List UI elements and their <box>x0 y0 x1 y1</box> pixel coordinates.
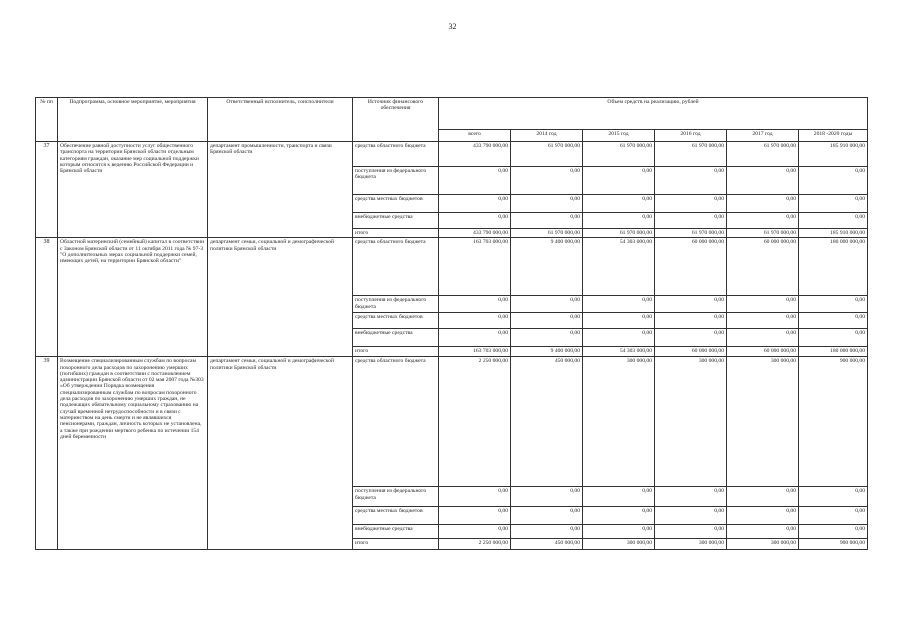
executor: департамент промышленности, транспорта и связи Брянской области <box>208 142 353 238</box>
source-label: внебюджетные средства <box>353 329 439 347</box>
value-total: 0,00 <box>439 507 511 525</box>
value-2017: 0,00 <box>727 195 799 213</box>
value-2015: 61 970 000,00 <box>583 229 655 238</box>
value-2014: 0,00 <box>511 313 583 329</box>
program-description: Обеспечение равной доступности услуг общественного транспорта на территории Брянской области отдельным категориям граждан, оказание мер социальной поддержки которым относится к ведению Российской Федерации и Брянской области <box>58 142 208 238</box>
value-2015: 0,00 <box>583 213 655 229</box>
value-2015: 0,00 <box>583 525 655 539</box>
header-col-program: Подпрограмма, основное мероприятие, мероприятия <box>58 98 208 142</box>
value-2016: 0,00 <box>655 329 727 347</box>
table-row <box>36 357 868 487</box>
value-total: 433 790 000,00 <box>439 229 511 238</box>
value-2017: 0,00 <box>727 507 799 525</box>
value-2018-2020: 0,00 <box>799 329 868 347</box>
value-2018-2020: 0,00 <box>799 487 868 507</box>
value-2014: 0,00 <box>511 525 583 539</box>
value-2014: 0,00 <box>511 167 583 195</box>
value-total: 0,00 <box>439 296 511 313</box>
value-2015: 0,00 <box>583 313 655 329</box>
header-col-volume: Объем средств на реализацию, рублей <box>439 98 868 130</box>
value-2015: 0,00 <box>583 296 655 313</box>
value-2017: 300 000,00 <box>727 357 799 487</box>
value-2015: 0,00 <box>583 507 655 525</box>
value-2017: 61 970 000,00 <box>727 229 799 238</box>
header-col-source: Источник финансового обеспечения <box>353 98 439 142</box>
row-number: 39 <box>36 357 58 550</box>
value-total: 0,00 <box>439 487 511 507</box>
value-2018-2020: 900 000,00 <box>799 539 868 550</box>
value-2014: 61 970 000,00 <box>511 142 583 167</box>
value-2015: 0,00 <box>583 195 655 213</box>
value-2015: 0,00 <box>583 329 655 347</box>
value-2016: 300 000,00 <box>655 357 727 487</box>
value-2016: 0,00 <box>655 487 727 507</box>
value-2016: 60 000 000,00 <box>655 347 727 357</box>
value-2017: 60 000 000,00 <box>727 238 799 296</box>
value-2016: 0,00 <box>655 525 727 539</box>
value-2018-2020: 0,00 <box>799 213 868 229</box>
source-label: итого <box>353 347 439 357</box>
value-2016: 0,00 <box>655 507 727 525</box>
program-description: Областной материнский (семейный) капитал в соответствии с Законом Брянской области от 11 октября 2011 года № 97-З "О дополнительных мерах социальной поддержки семей, имеющих детей, на территории Брянской области" <box>58 238 208 357</box>
value-total: 433 790 000,00 <box>439 142 511 167</box>
value-2015: 300 000,00 <box>583 539 655 550</box>
source-label: итого <box>353 229 439 238</box>
value-2017: 0,00 <box>727 313 799 329</box>
table-header <box>36 98 868 142</box>
value-2014: 0,00 <box>511 213 583 229</box>
value-total: 163 703 000,00 <box>439 238 511 296</box>
executor: департамент семьи, социальной и демографической политики Брянской области <box>208 238 353 357</box>
program-description: Возмещение специализированным службам по вопросам похоронного дела расходов по захоронению умерших (погибших) граждан в соответствии с постановлением администрации Брянской области от 02 мая 2007 года №303 «Об утверждении Порядка возмещения специализированным службам по вопросам похоронного дела расходов по захоронению умерших граждан, не подлежащих обязательному социальному страхованию на случай временной нетрудоспособности и в связи с материнством на день смерти и не являвшихся пенсионерами, граждан, личность которых не установлена, а также при рождении мертвого ребенка по истечении 154 дней беременности <box>58 357 208 550</box>
value-2014: 450 000,00 <box>511 539 583 550</box>
value-2017: 0,00 <box>727 296 799 313</box>
row-number: 37 <box>36 142 58 238</box>
value-2014: 0,00 <box>511 195 583 213</box>
source-label: внебюджетные средства <box>353 213 439 229</box>
source-label: средства областного бюджета <box>353 142 439 167</box>
value-2016: 0,00 <box>655 296 727 313</box>
source-label: поступления из федерального бюджета <box>353 296 439 313</box>
value-2018-2020: 180 000 000,00 <box>799 238 868 296</box>
value-total: 0,00 <box>439 525 511 539</box>
value-2018-2020: 0,00 <box>799 525 868 539</box>
value-2017: 300 000,00 <box>727 539 799 550</box>
value-2018-2020: 185 910 000,00 <box>799 229 868 238</box>
source-label: средства областного бюджета <box>353 357 439 487</box>
source-label: средства местных бюджетов <box>353 507 439 525</box>
value-2017: 0,00 <box>727 329 799 347</box>
value-2015: 300 000,00 <box>583 357 655 487</box>
value-2015: 54 303 000,00 <box>583 238 655 296</box>
value-2015: 0,00 <box>583 167 655 195</box>
value-2018-2020: 0,00 <box>799 195 868 213</box>
value-2017: 61 970 000,00 <box>727 142 799 167</box>
value-2014: 9 400 000,00 <box>511 347 583 357</box>
header-col-executor: Ответственный исполнитель, соисполнители <box>208 98 353 142</box>
value-2015: 54 303 000,00 <box>583 347 655 357</box>
header-year-2015: 2015 год <box>583 130 655 142</box>
value-2015: 0,00 <box>583 487 655 507</box>
value-2016: 300 000,00 <box>655 539 727 550</box>
value-2014: 0,00 <box>511 296 583 313</box>
header-year-2016: 2016 год <box>655 130 727 142</box>
value-2018-2020: 0,00 <box>799 313 868 329</box>
row-number: 38 <box>36 238 58 357</box>
value-total: 2 250 000,00 <box>439 539 511 550</box>
header-year-2018-2020: 2018 -2020 годы <box>799 130 868 142</box>
value-total: 163 703 000,00 <box>439 347 511 357</box>
value-2017: 0,00 <box>727 213 799 229</box>
source-label: поступления из федерального бюджета <box>353 167 439 195</box>
value-2018-2020: 0,00 <box>799 167 868 195</box>
value-2016: 0,00 <box>655 195 727 213</box>
value-2018-2020: 0,00 <box>799 507 868 525</box>
value-total: 2 250 000,00 <box>439 357 511 487</box>
table-row <box>36 142 868 167</box>
value-2017: 0,00 <box>727 167 799 195</box>
value-total: 0,00 <box>439 313 511 329</box>
value-2014: 9 400 000,00 <box>511 238 583 296</box>
table-row <box>36 238 868 296</box>
value-2016: 61 970 000,00 <box>655 142 727 167</box>
value-2014: 0,00 <box>511 487 583 507</box>
value-2016: 0,00 <box>655 213 727 229</box>
value-2016: 0,00 <box>655 167 727 195</box>
value-total: 0,00 <box>439 167 511 195</box>
value-2017: 0,00 <box>727 525 799 539</box>
value-2014: 61 970 000,00 <box>511 229 583 238</box>
value-2018-2020: 180 000 000,00 <box>799 347 868 357</box>
value-total: 0,00 <box>439 213 511 229</box>
source-label: поступления из федерального бюджета <box>353 487 439 507</box>
source-label: внебюджетные средства <box>353 525 439 539</box>
header-year-2014: 2014 год <box>511 130 583 142</box>
value-2014: 450 000,00 <box>511 357 583 487</box>
value-2017: 0,00 <box>727 487 799 507</box>
value-2017: 60 000 000,00 <box>727 347 799 357</box>
value-2018-2020: 0,00 <box>799 296 868 313</box>
source-label: итого <box>353 539 439 550</box>
executor: департамент семьи, социальной и демографической политики Брянской области <box>208 357 353 550</box>
value-2016: 61 970 000,00 <box>655 229 727 238</box>
value-total: 0,00 <box>439 329 511 347</box>
source-label: средства местных бюджетов <box>353 195 439 213</box>
value-2015: 61 970 000,00 <box>583 142 655 167</box>
value-2016: 60 000 000,00 <box>655 238 727 296</box>
source-label: средства областного бюджета <box>353 238 439 296</box>
value-2018-2020: 900 000,00 <box>799 357 868 487</box>
budget-table <box>35 97 868 550</box>
header-col-no: № пп <box>36 98 58 142</box>
header-year-total: всего <box>439 130 511 142</box>
value-total: 0,00 <box>439 195 511 213</box>
value-2014: 0,00 <box>511 507 583 525</box>
value-2014: 0,00 <box>511 329 583 347</box>
source-label: средства местных бюджетов <box>353 313 439 329</box>
header-year-2017: 2017 год <box>727 130 799 142</box>
value-2018-2020: 185 910 000,00 <box>799 142 868 167</box>
value-2016: 0,00 <box>655 313 727 329</box>
page-number: 32 <box>448 22 457 31</box>
